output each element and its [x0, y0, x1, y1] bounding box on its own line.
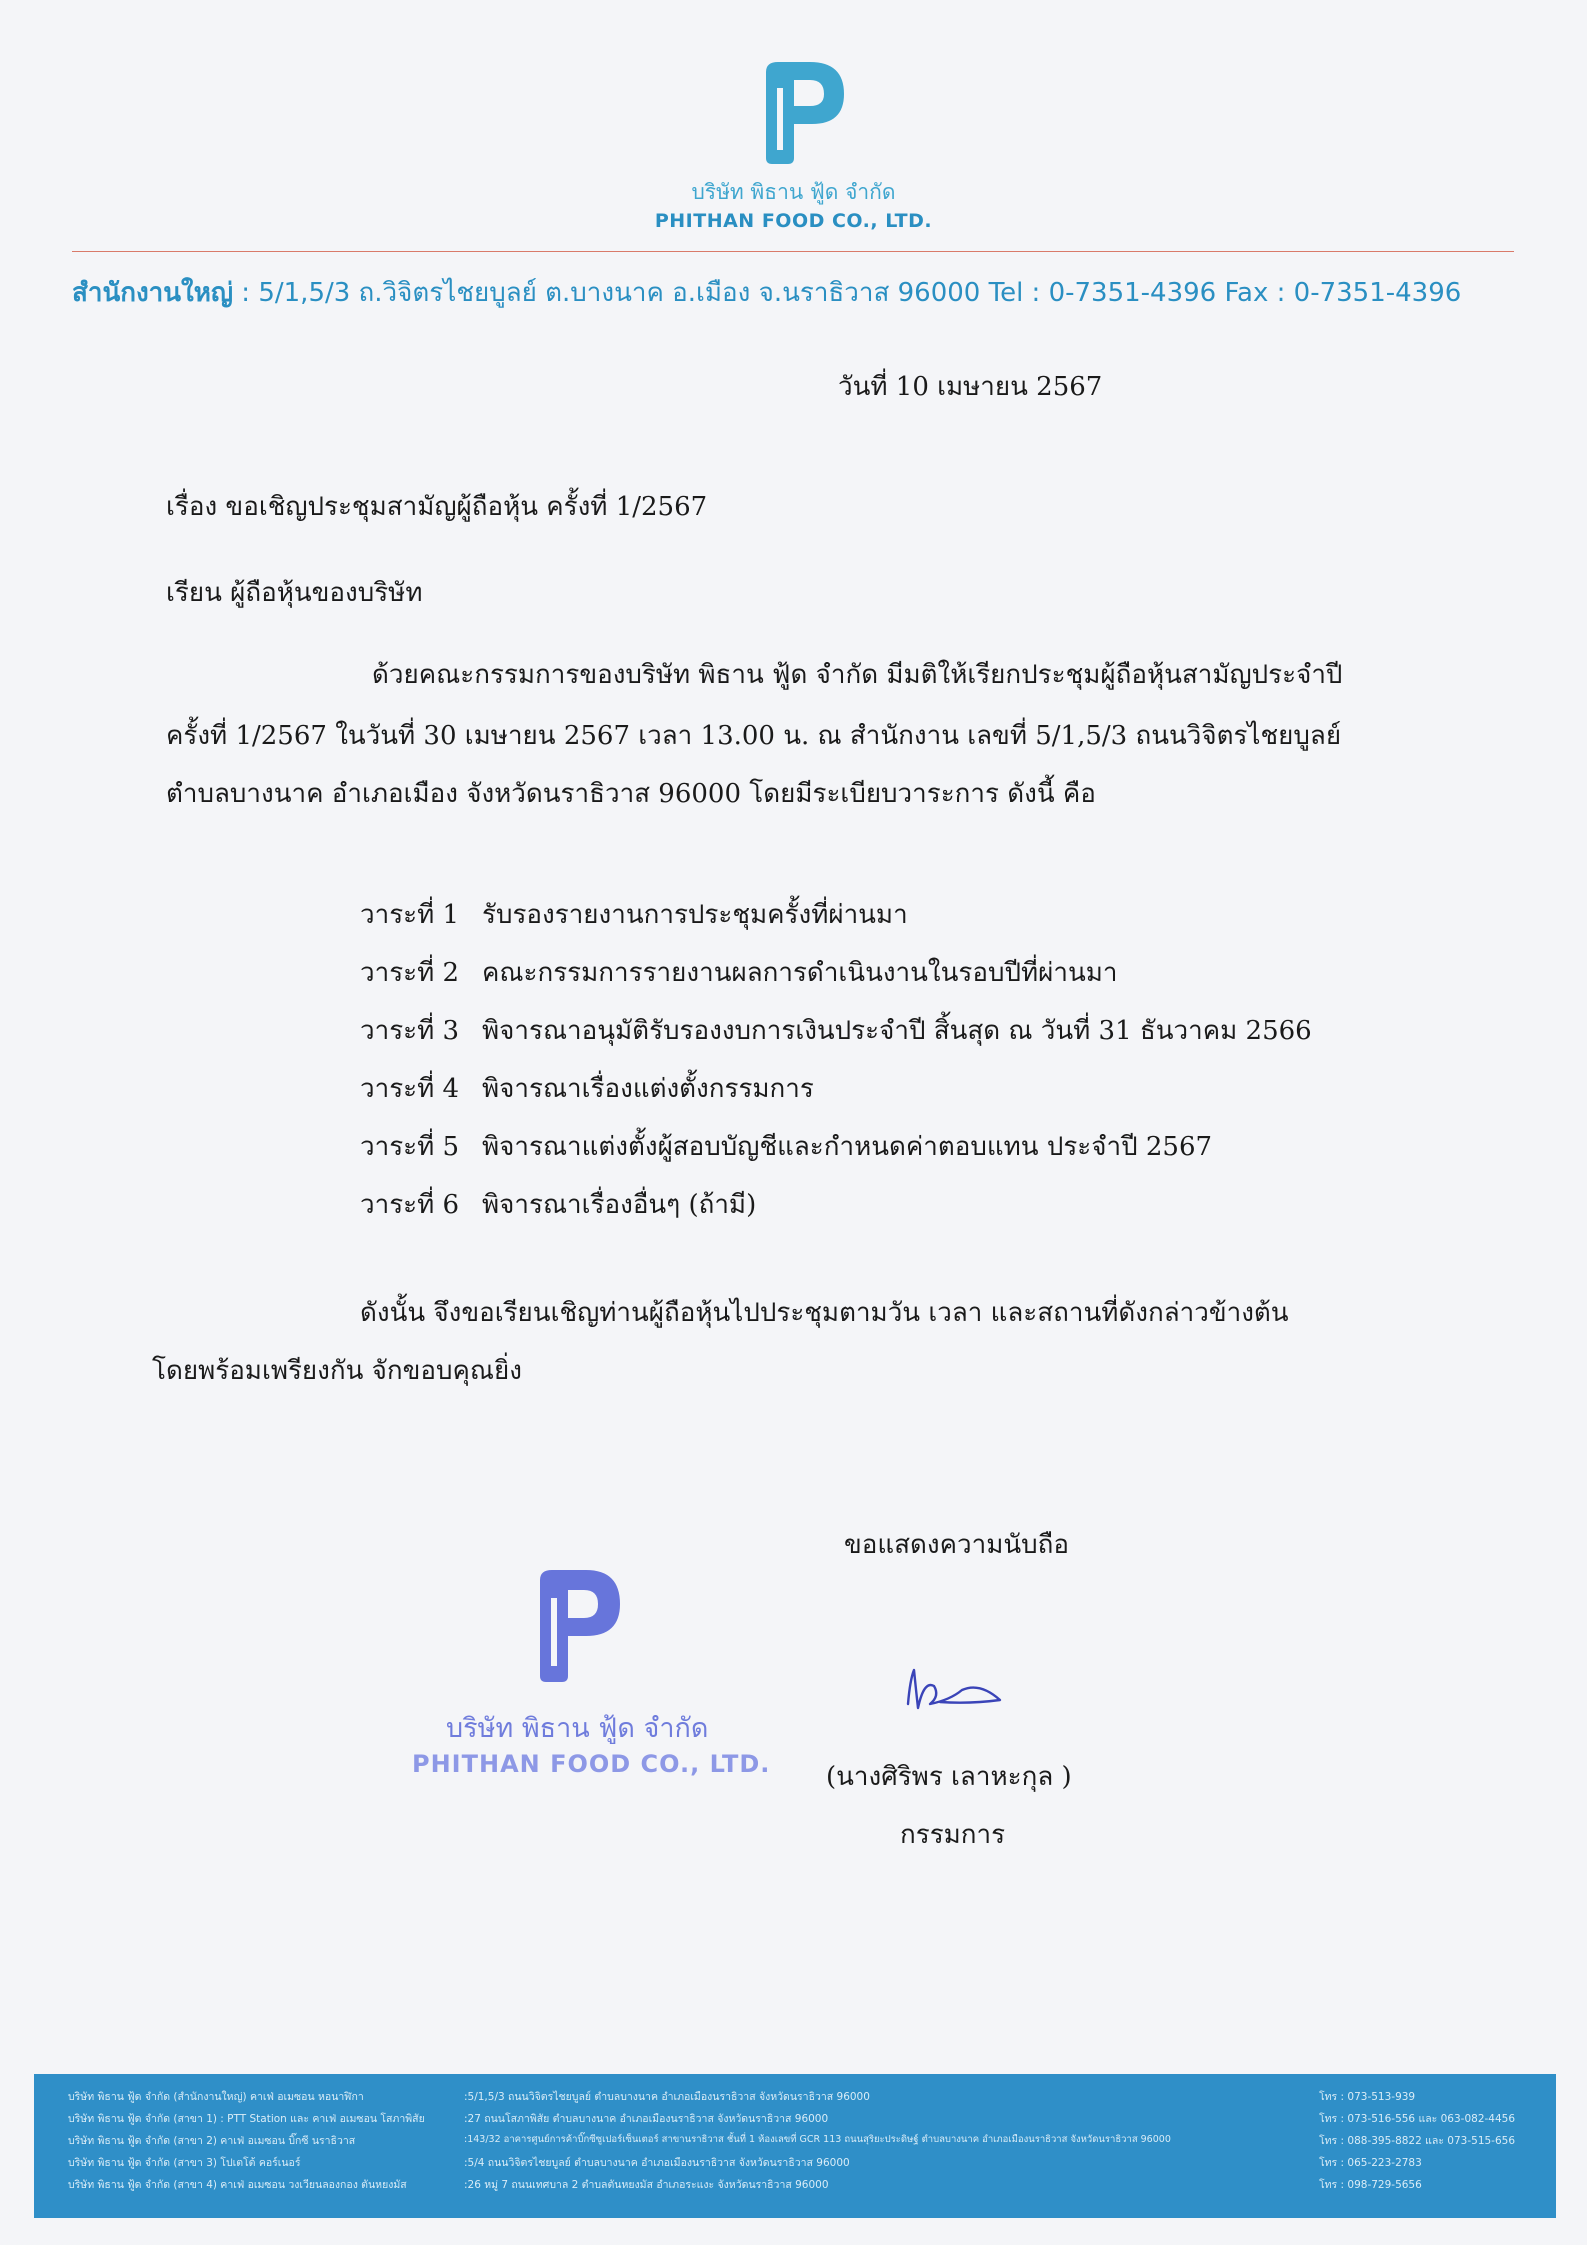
letter-subject: เรื่อง ขอเชิญประชุมสามัญผู้ถือหุ้น ครั้งที่ 1/2567	[166, 492, 708, 522]
agenda-item	[360, 1068, 1312, 1126]
letter-date: วันที่ 10 เมษายน 2567	[838, 372, 1103, 402]
footer-phone: โทร : 073-513-939	[1319, 2091, 1416, 2103]
agenda-number: วาระที่ 3	[360, 1016, 460, 1046]
agenda-item	[360, 1184, 1312, 1242]
footer-branch: บริษัท พิธาน ฟู้ด จำกัด (สาขา 4) คาเฟ่ อเมซอน วงเวียนลองกอง ตันหยงมัส	[68, 2179, 407, 2191]
stamp-company-english: PHITHAN FOOD CO., LTD.	[412, 1750, 771, 1778]
footer-row	[34, 2088, 1556, 2108]
closing-line: โดยพร้อมเพรียงกัน จักขอบคุณยิ่ง	[152, 1356, 522, 1386]
footer-row	[34, 2132, 1556, 2152]
letter-salutation: เรียน ผู้ถือหุ้นของบริษัท	[166, 578, 423, 608]
agenda-item	[360, 1010, 1312, 1068]
agenda-number: วาระที่ 2	[360, 958, 460, 988]
company-logo-icon	[760, 58, 848, 166]
agenda-text: คณะกรรมการรายงานผลการดำเนินงานในรอบปีที่ผ่านมา	[482, 958, 1118, 988]
footer-branch: บริษัท พิธาน ฟู้ด จำกัด (สาขา 3) โปเตโต้ คอร์เนอร์	[68, 2157, 301, 2169]
footer-phone: โทร : 065-223-2783	[1319, 2157, 1422, 2169]
head-office-address	[72, 272, 1532, 313]
footer-phone: โทร : 073-516-556 และ 063-082-4456	[1319, 2113, 1516, 2125]
signer-name: (นางศิริพร เลาหะกุล )	[826, 1762, 1072, 1792]
stamp-logo-icon	[532, 1566, 624, 1684]
footer-address: :26 หมู่ 7 ถนนเทศบาล 2 ตำบลตันหยงมัส อำเภอระแงะ จังหวัดนราธิวาส 96000	[464, 2179, 829, 2191]
regards-text: ขอแสดงความนับถือ	[844, 1530, 1069, 1560]
agenda-text: พิจารณาเรื่องแต่งตั้งกรรมการ	[482, 1074, 814, 1104]
footer-branch: บริษัท พิธาน ฟู้ด จำกัด (สาขา 1) : PTT Station และ คาเฟ่ อเมซอน โสภาพิสัย	[68, 2113, 425, 2125]
agenda-number: วาระที่ 1	[360, 900, 460, 930]
agenda-number: วาระที่ 6	[360, 1190, 460, 1220]
agenda-list	[360, 894, 1312, 1242]
paragraph-line: ตำบลบางนาค อำเภอเมือง จังหวัดนราธิวาส 96000 โดยมีระเบียบวาระการ ดังนี้ คือ	[166, 779, 1096, 809]
footer-row	[34, 2176, 1556, 2196]
agenda-text: รับรองรายงานการประชุมครั้งที่ผ่านมา	[482, 900, 908, 930]
paragraph-line: ครั้งที่ 1/2567 ในวันที่ 30 เมษายน 2567 เวลา 13.00 น. ณ สำนักงาน เลขที่ 5/1,5/3 ถนนวิจิตรไชยบูลย์	[166, 721, 1342, 751]
agenda-item	[360, 952, 1312, 1010]
footer-branch: บริษัท พิธาน ฟู้ด จำกัด (สำนักงานใหญ่) คาเฟ่ อเมซอน หอนาฬิกา	[68, 2091, 364, 2103]
header-divider	[72, 251, 1514, 252]
footer-address: :5/4 ถนนวิจิตรไชยบูลย์ ตำบลบางนาค อำเภอเมืองนราธิวาส จังหวัดนราธิวาส 96000	[464, 2157, 850, 2169]
agenda-text: พิจารณาแต่งตั้งผู้สอบบัญชีและกำหนดค่าตอบแทน ประจำปี 2567	[482, 1132, 1213, 1162]
footer-row	[34, 2110, 1556, 2130]
stamp-company-thai: บริษัท พิธาน ฟู้ด จำกัด	[446, 1713, 709, 1744]
branch-footer	[34, 2074, 1556, 2218]
company-name-thai: บริษัท พิธาน ฟู้ด จำกัด	[691, 180, 896, 204]
footer-address: :5/1,5/3 ถนนวิจิตรไชยบูลย์ ตำบลบางนาค อำเภอเมืองนราธิวาส จังหวัดนราธิวาส 96000	[464, 2091, 870, 2103]
footer-phone: โทร : 098-729-5656	[1319, 2179, 1422, 2191]
footer-row	[34, 2154, 1556, 2174]
footer-address: :27 ถนนโสภาพิสัย ตำบลบางนาค อำเภอเมืองนราธิวาส จังหวัดนราธิวาส 96000	[464, 2113, 829, 2125]
signer-position: กรรมการ	[900, 1820, 1006, 1850]
agenda-item	[360, 894, 1312, 952]
address-label: สำนักงานใหญ่	[72, 278, 234, 308]
paragraph-line: ด้วยคณะกรรมการของบริษัท พิธาน ฟู้ด จำกัด มีมติให้เรียกประชุมผู้ถือหุ้นสามัญประจำปี	[372, 660, 1343, 690]
handwritten-signature	[900, 1660, 1010, 1720]
agenda-number: วาระที่ 4	[360, 1074, 460, 1104]
agenda-text: พิจารณาเรื่องอื่นๆ (ถ้ามี)	[482, 1190, 757, 1220]
address-text: : 5/1,5/3 ถ.วิจิตรไชยบูลย์ ต.บางนาค อ.เมือง จ.นราธิวาส 96000 Tel : 0-7351-4396 Fax : 0-7351-4396	[233, 278, 1462, 308]
footer-phone: โทร : 088-395-8822 และ 073-515-656	[1319, 2135, 1516, 2147]
footer-branch: บริษัท พิธาน ฟู้ด จำกัด (สาขา 2) คาเฟ่ อเมซอน บิ๊กซี นราธิวาส	[68, 2135, 356, 2147]
agenda-text: พิจารณาอนุมัติรับรองงบการเงินประจำปี สิ้นสุด ณ วันที่ 31 ธันวาคม 2566	[482, 1016, 1312, 1046]
agenda-item	[360, 1126, 1312, 1184]
closing-line: ดังนั้น จึงขอเรียนเชิญท่านผู้ถือหุ้นไปประชุมตามวัน เวลา และสถานที่ดังกล่าวข้างต้น	[360, 1298, 1289, 1328]
company-name-english: PHITHAN FOOD CO., LTD.	[654, 210, 933, 232]
footer-address: :143/32 อาคารศูนย์การค้าบิ๊กซีซูเปอร์เซ็นเตอร์ สาขานราธิวาส ชั้นที่ 1 ห้องเลขที่ GCR 113 ถนนสุริยะประดิษฐ์ ตำบลบางนาค อำเภอเมืองนราธิวาส จังหวัดนราธิวาส 96000	[464, 2134, 1171, 2145]
agenda-number: วาระที่ 5	[360, 1132, 460, 1162]
